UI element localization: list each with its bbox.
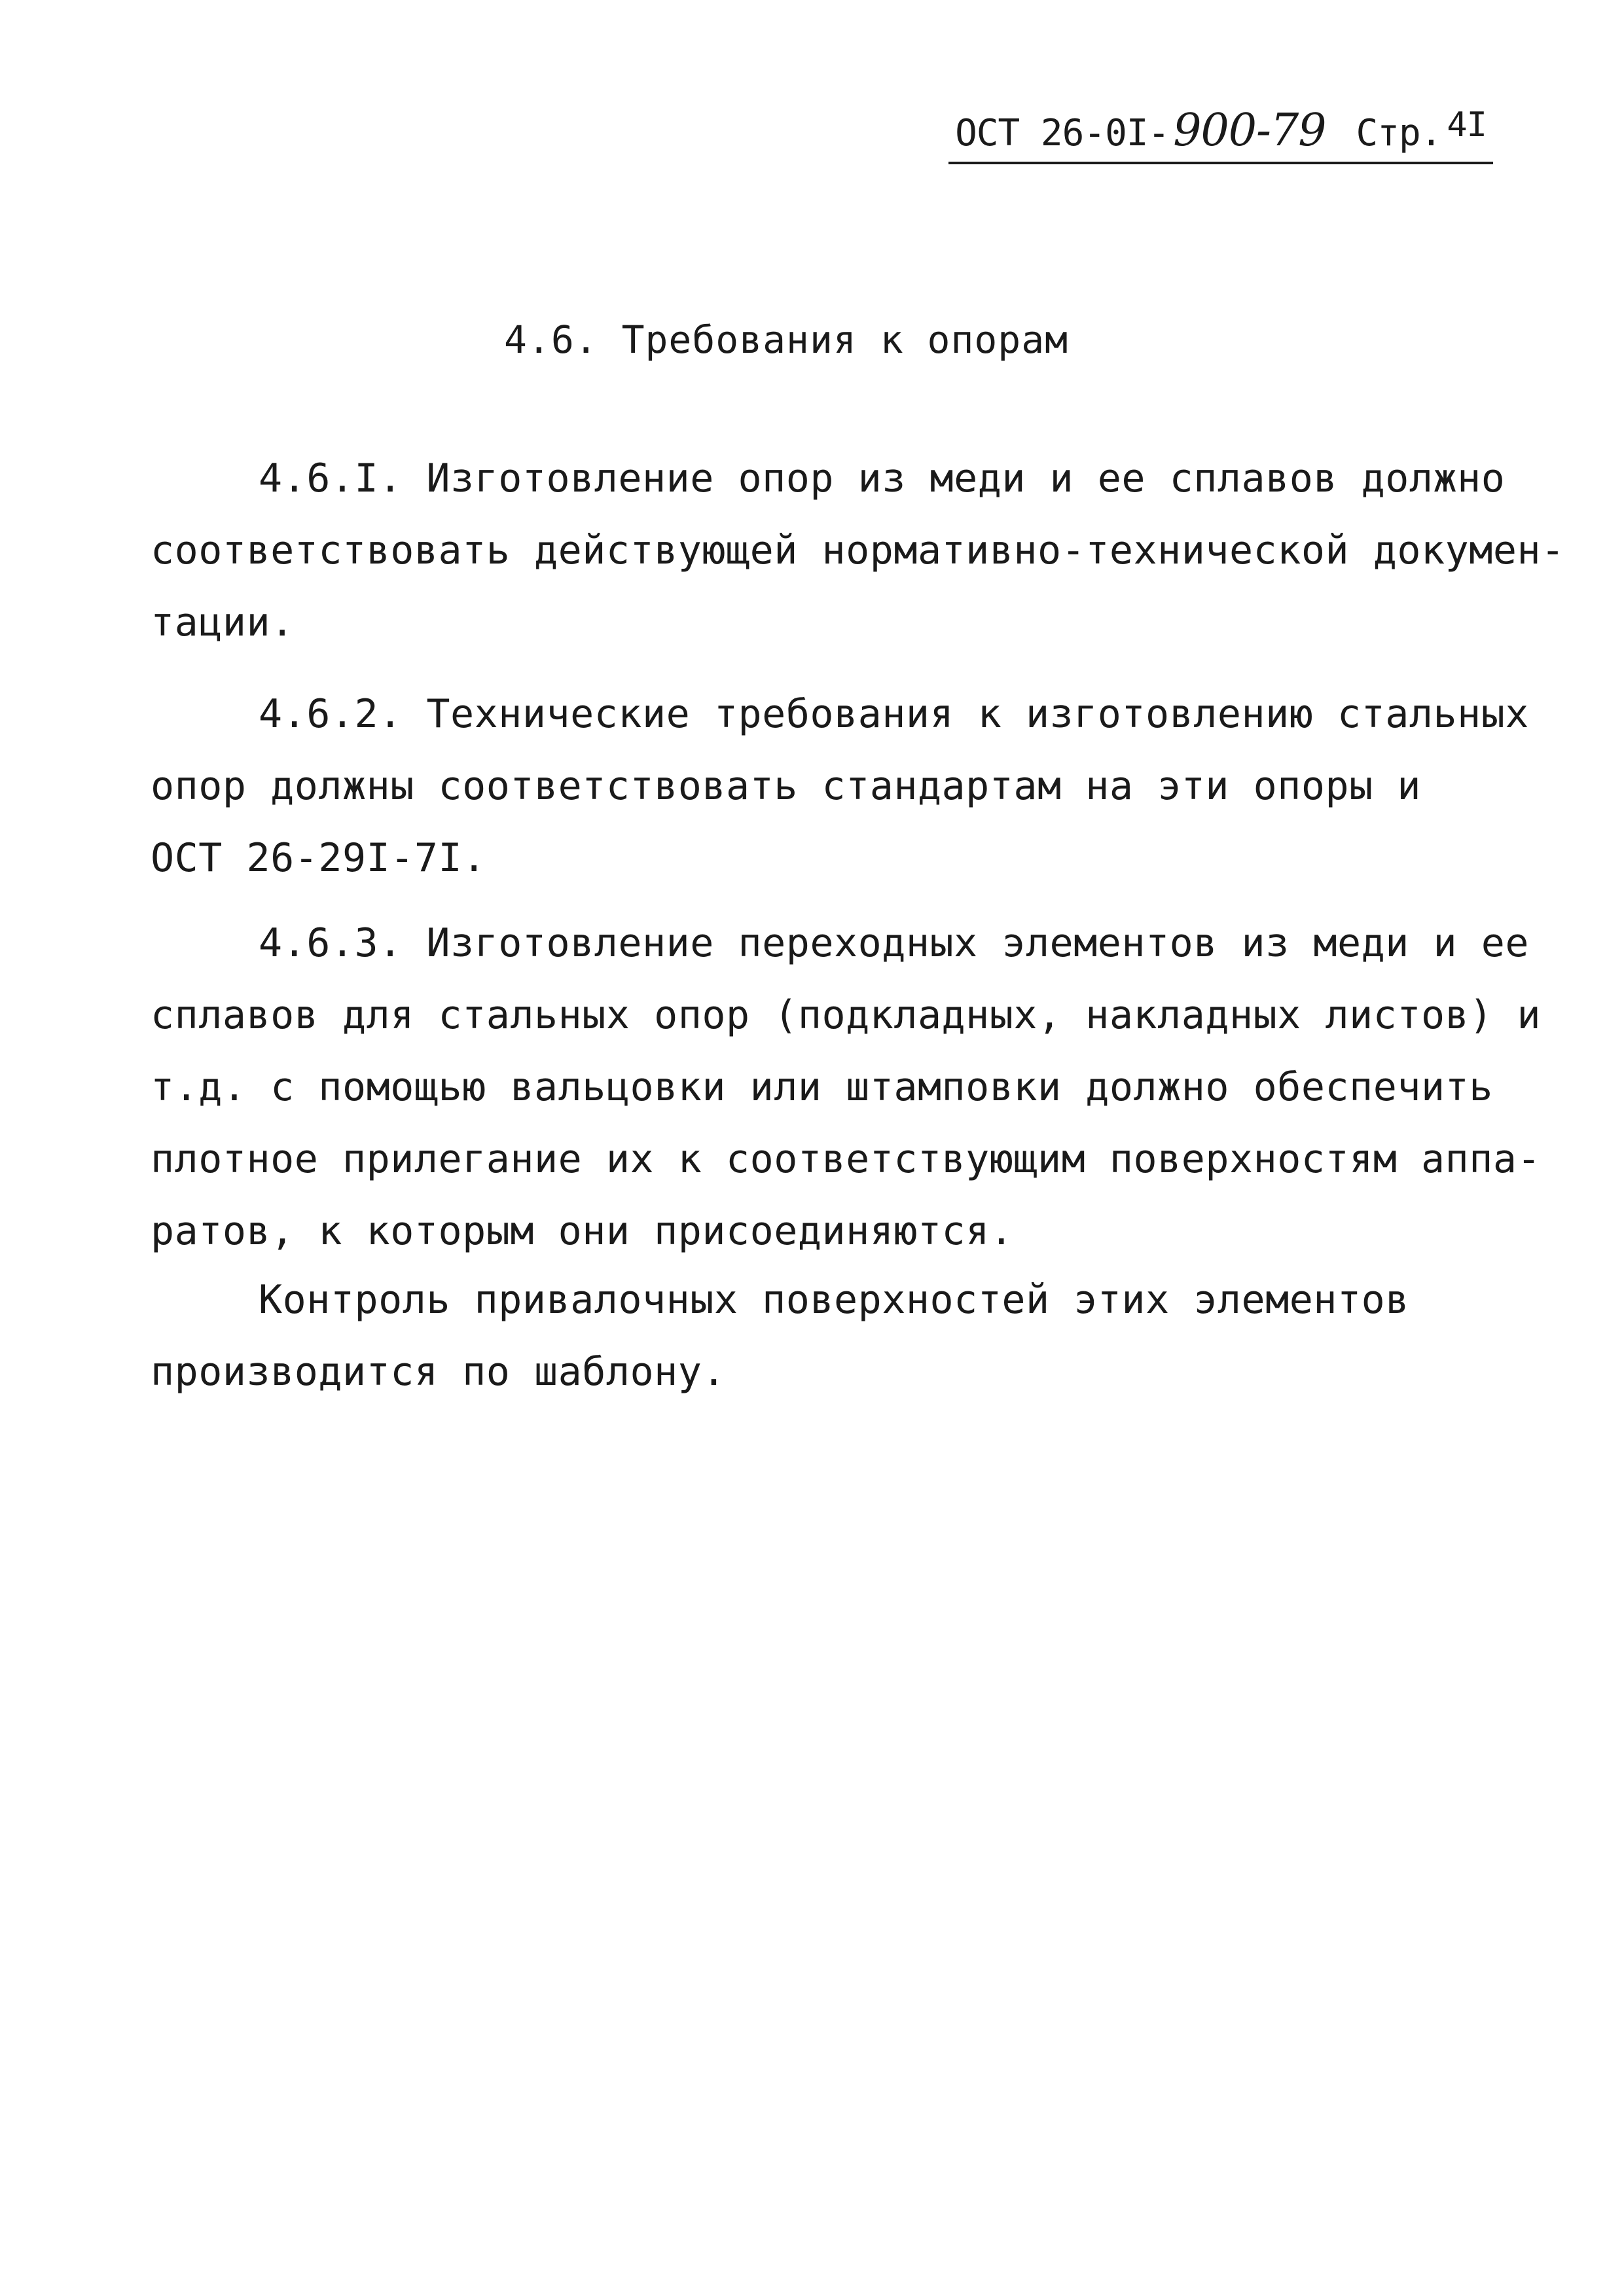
- text-line: 4.6.2. Технические требования к изготовлению стальных: [259, 691, 1530, 737]
- text-line: производится по шаблону.: [151, 1349, 726, 1395]
- text-line: опор должны соответствовать стандартам на эти опоры и: [151, 763, 1422, 809]
- page-label: Стр.: [1356, 112, 1442, 154]
- text-line: сплавов для стальных опор (подкладных, накладных листов) и: [151, 992, 1542, 1038]
- section-title: 4.6. Требования к опорам: [504, 317, 1069, 362]
- standard-code-prefix: ОСТ 26-0I-: [955, 112, 1170, 154]
- text-line: тации.: [151, 600, 295, 645]
- text-line: ОСТ 26-29I-7I.: [151, 835, 486, 881]
- text-line: плотное прилегание их к соответствующим поверхностям аппа-: [151, 1136, 1542, 1182]
- page-header: [948, 105, 1493, 164]
- text-line: ратов, к которым они присоединяются.: [151, 1208, 1014, 1254]
- text-line: 4.6.3. Изготовление переходных элементов из меди и ее: [259, 920, 1530, 966]
- paragraph-4-6-2: [151, 678, 1530, 894]
- standard-code-handwritten: 900-79: [1173, 105, 1326, 156]
- text-line: т.д. с помощью вальцовки или штамповки должно обеспечить: [151, 1064, 1493, 1110]
- paragraph-4-6-1: [151, 442, 1565, 658]
- paragraph-4-6-3: [151, 907, 1542, 1267]
- text-line: 4.6.I. Изготовление опор из меди и ее сплавов должно: [259, 456, 1506, 501]
- paragraph-control: [151, 1264, 1466, 1408]
- text-line: Контроль привалочных поверхностей этих элементов: [259, 1277, 1409, 1323]
- text-line: соответствовать действующей нормативно-технической докумен-: [151, 528, 1565, 573]
- page-number: 4I: [1447, 105, 1487, 145]
